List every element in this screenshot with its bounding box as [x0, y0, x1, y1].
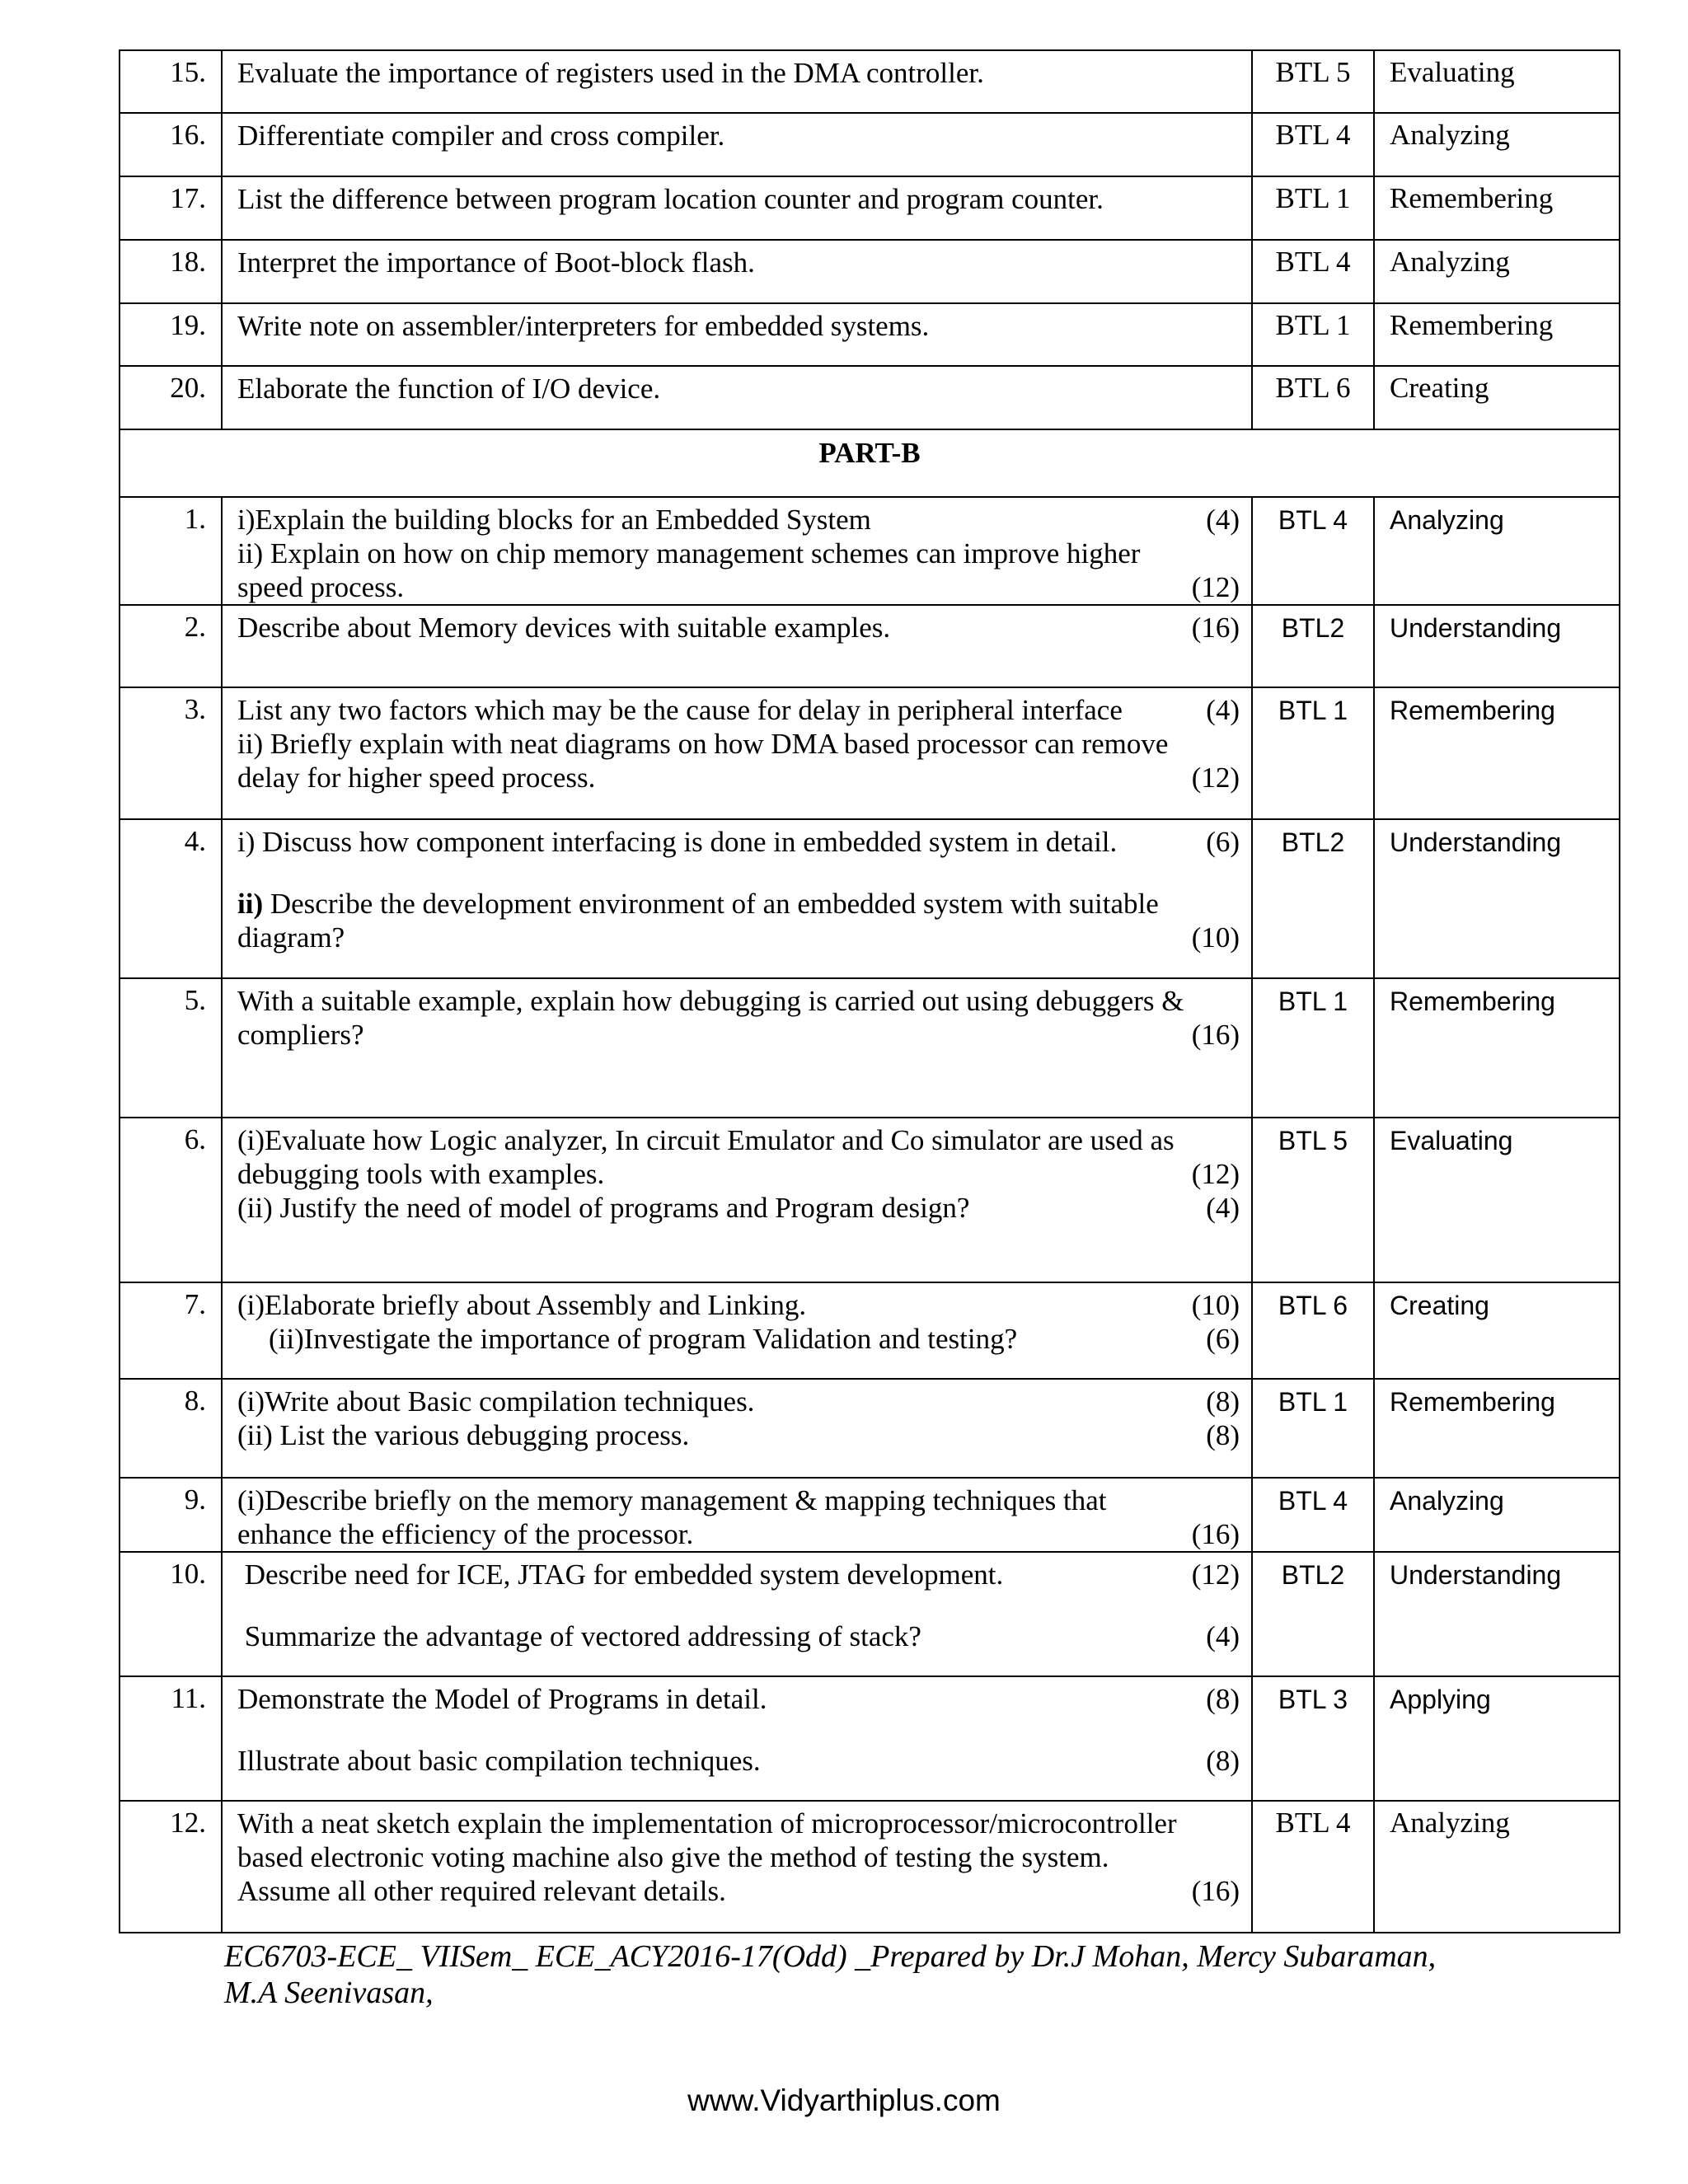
btl-level: BTL 4 — [1252, 1478, 1374, 1552]
question-line — [237, 1682, 1240, 1716]
marks: (6) — [1206, 1323, 1240, 1355]
part-a-rows — [120, 50, 1620, 429]
cognitive-level: Evaluating — [1374, 50, 1620, 113]
marks: (8) — [1206, 1745, 1240, 1777]
question-line — [237, 1744, 1240, 1778]
btl-level: BTL 1 — [1252, 176, 1374, 240]
question-text — [222, 1801, 1252, 1933]
marks: (10) — [1191, 1289, 1240, 1321]
footer-line-1: EC6703-ECE_ VIISem_ ECE_ACY2016-17(Odd) _Prepared by Dr.J Mohan, Mercy Subaraman, — [224, 1939, 1437, 1974]
marks: (8) — [1206, 1683, 1240, 1715]
marks: (10) — [1191, 921, 1240, 954]
question-text: Evaluate the importance of registers used in the DMA controller. — [222, 50, 1252, 113]
btl-level: BTL 4 — [1252, 113, 1374, 176]
website-url: www.Vidyarthiplus.com — [687, 2083, 1001, 2117]
question-line-text: (i)Describe briefly on the memory management & mapping techniques that — [237, 1484, 1107, 1516]
question-number: 10. — [120, 1552, 222, 1676]
question-line-text: (i)Evaluate how Logic analyzer, In circuit Emulator and Co simulator are used as — [237, 1124, 1175, 1156]
btl-level: BTL2 — [1252, 819, 1374, 978]
btl-level: BTL2 — [1252, 605, 1374, 687]
question-line — [237, 1483, 1240, 1517]
question-text: Interpret the importance of Boot-block flash. — [222, 240, 1252, 303]
question-number: 6. — [120, 1118, 222, 1282]
question-text — [222, 687, 1252, 819]
question-line-text: List any two factors which may be the cause for delay in peripheral interface — [237, 694, 1123, 726]
question-line-text — [237, 887, 1159, 921]
question-line — [237, 1619, 1240, 1653]
part-b-heading-row — [120, 429, 1620, 497]
question-line — [237, 1874, 1240, 1908]
question-line — [237, 611, 1240, 644]
cognitive-level: Analyzing — [1374, 1478, 1620, 1552]
question-text: Differentiate compiler and cross compiler. — [222, 113, 1252, 176]
question-text: Elaborate the function of I/O device. — [222, 366, 1252, 429]
question-line — [237, 727, 1240, 761]
marks: (4) — [1206, 694, 1240, 726]
question-line — [237, 693, 1240, 727]
question-text — [222, 1379, 1252, 1478]
cognitive-level: Creating — [1374, 366, 1620, 429]
question-line — [237, 1558, 1240, 1591]
marks: (16) — [1191, 1019, 1240, 1051]
question-line-text: enhance the efficiency of the processor. — [237, 1518, 694, 1550]
question-line — [237, 1385, 1240, 1418]
question-number: 18. — [120, 240, 222, 303]
question-line-text: (ii) Justify the need of model of programs and Program design? — [237, 1192, 970, 1224]
btl-level: BTL 1 — [1252, 303, 1374, 366]
question-line — [237, 921, 1240, 954]
question-line-text: Describe about Memory devices with suitable examples. — [237, 612, 891, 644]
question-line — [237, 1123, 1240, 1157]
question-text — [222, 605, 1252, 687]
question-line-text: Summarize the advantage of vectored addressing of stack? — [237, 1620, 921, 1652]
question-line — [237, 503, 1240, 537]
question-text: Write note on assembler/interpreters for embedded systems. — [222, 303, 1252, 366]
part-b-row — [120, 1118, 1620, 1282]
question-line-text: (ii) List the various debugging process. — [237, 1419, 690, 1451]
marks: (12) — [1191, 571, 1240, 603]
part-a-row — [120, 303, 1620, 366]
cognitive-level: Analyzing — [1374, 240, 1620, 303]
question-line-text: (i)Elaborate briefly about Assembly and Linking. — [237, 1289, 807, 1321]
part-b-heading-row-group — [120, 429, 1620, 497]
part-b-row — [120, 1552, 1620, 1676]
cognitive-level: Creating — [1374, 1282, 1620, 1379]
part-b-row — [120, 1379, 1620, 1478]
part-b-row — [120, 819, 1620, 978]
question-line — [237, 1807, 1240, 1840]
question-line-text: (i)Write about Basic compilation techniques. — [237, 1385, 755, 1418]
question-text — [222, 1552, 1252, 1676]
marks: (4) — [1206, 504, 1240, 536]
question-number: 11. — [120, 1676, 222, 1801]
question-line-text: i)Explain the building blocks for an Embedded System — [237, 504, 871, 536]
part-b-row — [120, 978, 1620, 1118]
question-number: 19. — [120, 303, 222, 366]
marks: (4) — [1206, 1192, 1240, 1224]
marks: (16) — [1191, 1875, 1240, 1907]
question-text — [222, 819, 1252, 978]
marks: (8) — [1206, 1419, 1240, 1451]
question-line — [237, 825, 1240, 859]
question-number: 5. — [120, 978, 222, 1118]
sub-question-text: Describe the development environment of an embedded system with suitable — [263, 888, 1159, 920]
question-line-text: Describe need for ICE, JTAG for embedded system development. — [237, 1558, 1004, 1591]
part-a-row — [120, 113, 1620, 176]
part-b-row — [120, 1282, 1620, 1379]
marks: (16) — [1191, 1518, 1240, 1550]
btl-level: BTL 4 — [1252, 1801, 1374, 1933]
part-b-row — [120, 1478, 1620, 1552]
btl-level: BTL 5 — [1252, 1118, 1374, 1282]
btl-level: BTL 1 — [1252, 687, 1374, 819]
question-line — [237, 1018, 1240, 1052]
part-a-row — [120, 240, 1620, 303]
question-text: List the difference between program location counter and program counter. — [222, 176, 1252, 240]
part-b-row — [120, 1676, 1620, 1801]
marks: (4) — [1206, 1620, 1240, 1652]
cognitive-level: Understanding — [1374, 819, 1620, 978]
question-number: 12. — [120, 1801, 222, 1933]
question-number: 3. — [120, 687, 222, 819]
question-line — [237, 1840, 1240, 1874]
part-a-row — [120, 366, 1620, 429]
question-line — [237, 1157, 1240, 1191]
cognitive-level: Analyzing — [1374, 113, 1620, 176]
question-line-text: i) Discuss how component interfacing is done in embedded system in detail. — [237, 826, 1118, 858]
question-text — [222, 1676, 1252, 1801]
btl-level: BTL2 — [1252, 1552, 1374, 1676]
question-line-text: ii) Briefly explain with neat diagrams on how DMA based processor can remove — [237, 728, 1169, 760]
part-b-row — [120, 1801, 1620, 1933]
question-table — [119, 49, 1620, 1933]
question-text — [222, 978, 1252, 1118]
part-a-row — [120, 176, 1620, 240]
btl-level: BTL 6 — [1252, 366, 1374, 429]
question-number: 7. — [120, 1282, 222, 1379]
marks: (12) — [1191, 1558, 1240, 1591]
question-text — [222, 1282, 1252, 1379]
marks: (6) — [1206, 826, 1240, 858]
question-text — [222, 1118, 1252, 1282]
btl-level: BTL 5 — [1252, 50, 1374, 113]
cognitive-level: Understanding — [1374, 1552, 1620, 1676]
question-line-text: delay for higher speed process. — [237, 762, 596, 794]
part-b-rows — [120, 497, 1620, 1933]
question-line — [237, 1288, 1240, 1322]
question-line-text: With a neat sketch explain the implementation of microprocessor/microcontroller — [237, 1807, 1177, 1840]
question-line — [237, 1322, 1240, 1356]
question-number: 1. — [120, 497, 222, 605]
question-line — [237, 984, 1240, 1018]
cognitive-level: Remembering — [1374, 1379, 1620, 1478]
question-line-text: based electronic voting machine also give the method of testing the system. — [237, 1841, 1109, 1873]
part-b-row — [120, 687, 1620, 819]
cognitive-level: Remembering — [1374, 176, 1620, 240]
question-line-text: diagram? — [237, 921, 345, 954]
btl-level: BTL 6 — [1252, 1282, 1374, 1379]
btl-level: BTL 4 — [1252, 497, 1374, 605]
question-line-text: With a suitable example, explain how debugging is carried out using debuggers & — [237, 985, 1184, 1017]
question-number: 20. — [120, 366, 222, 429]
cognitive-level: Remembering — [1374, 303, 1620, 366]
question-number: 9. — [120, 1478, 222, 1552]
footer-line-2: M.A Seenivasan, — [224, 1975, 434, 2010]
question-number: 2. — [120, 605, 222, 687]
question-line-text: Demonstrate the Model of Programs in detail. — [237, 1683, 767, 1715]
question-line-text: Illustrate about basic compilation techniques. — [237, 1745, 761, 1777]
question-number: 17. — [120, 176, 222, 240]
cognitive-level: Analyzing — [1374, 497, 1620, 605]
question-line — [237, 887, 1240, 921]
btl-level: BTL 4 — [1252, 240, 1374, 303]
question-text — [222, 497, 1252, 605]
part-b-row — [120, 497, 1620, 605]
question-line-text: Assume all other required relevant details. — [237, 1875, 726, 1907]
cognitive-level: Evaluating — [1374, 1118, 1620, 1282]
question-line-text: (ii)Investigate the importance of program Validation and testing? — [269, 1323, 1018, 1355]
btl-level: BTL 1 — [1252, 1379, 1374, 1478]
part-a-row — [120, 50, 1620, 113]
cognitive-level: Analyzing — [1374, 1801, 1620, 1933]
marks: (8) — [1206, 1385, 1240, 1418]
question-line — [237, 570, 1240, 604]
cognitive-level: Applying — [1374, 1676, 1620, 1801]
question-line-text: debugging tools with examples. — [237, 1158, 605, 1190]
cognitive-level: Understanding — [1374, 605, 1620, 687]
marks: (12) — [1191, 762, 1240, 794]
marks: (12) — [1191, 1158, 1240, 1190]
cognitive-level: Remembering — [1374, 687, 1620, 819]
question-line — [237, 1191, 1240, 1225]
question-number: 15. — [120, 50, 222, 113]
part-b-heading: PART-B — [120, 429, 1620, 497]
cognitive-level: Remembering — [1374, 978, 1620, 1118]
btl-level: BTL 3 — [1252, 1676, 1374, 1801]
question-line — [237, 761, 1240, 794]
question-line-text: speed process. — [237, 571, 405, 603]
question-line — [237, 1517, 1240, 1551]
marks: (16) — [1191, 612, 1240, 644]
question-number: 16. — [120, 113, 222, 176]
part-b-row — [120, 605, 1620, 687]
btl-level: BTL 1 — [1252, 978, 1374, 1118]
question-number: 8. — [120, 1379, 222, 1478]
question-text — [222, 1478, 1252, 1552]
question-line-text: compliers? — [237, 1019, 364, 1051]
question-line — [237, 1418, 1240, 1452]
sub-question-prefix: ii) — [237, 888, 264, 920]
question-line — [237, 537, 1240, 570]
question-line-text: ii) Explain on how on chip memory management schemes can improve higher — [237, 537, 1141, 569]
question-number: 4. — [120, 819, 222, 978]
footer-credit — [224, 1938, 1543, 2011]
